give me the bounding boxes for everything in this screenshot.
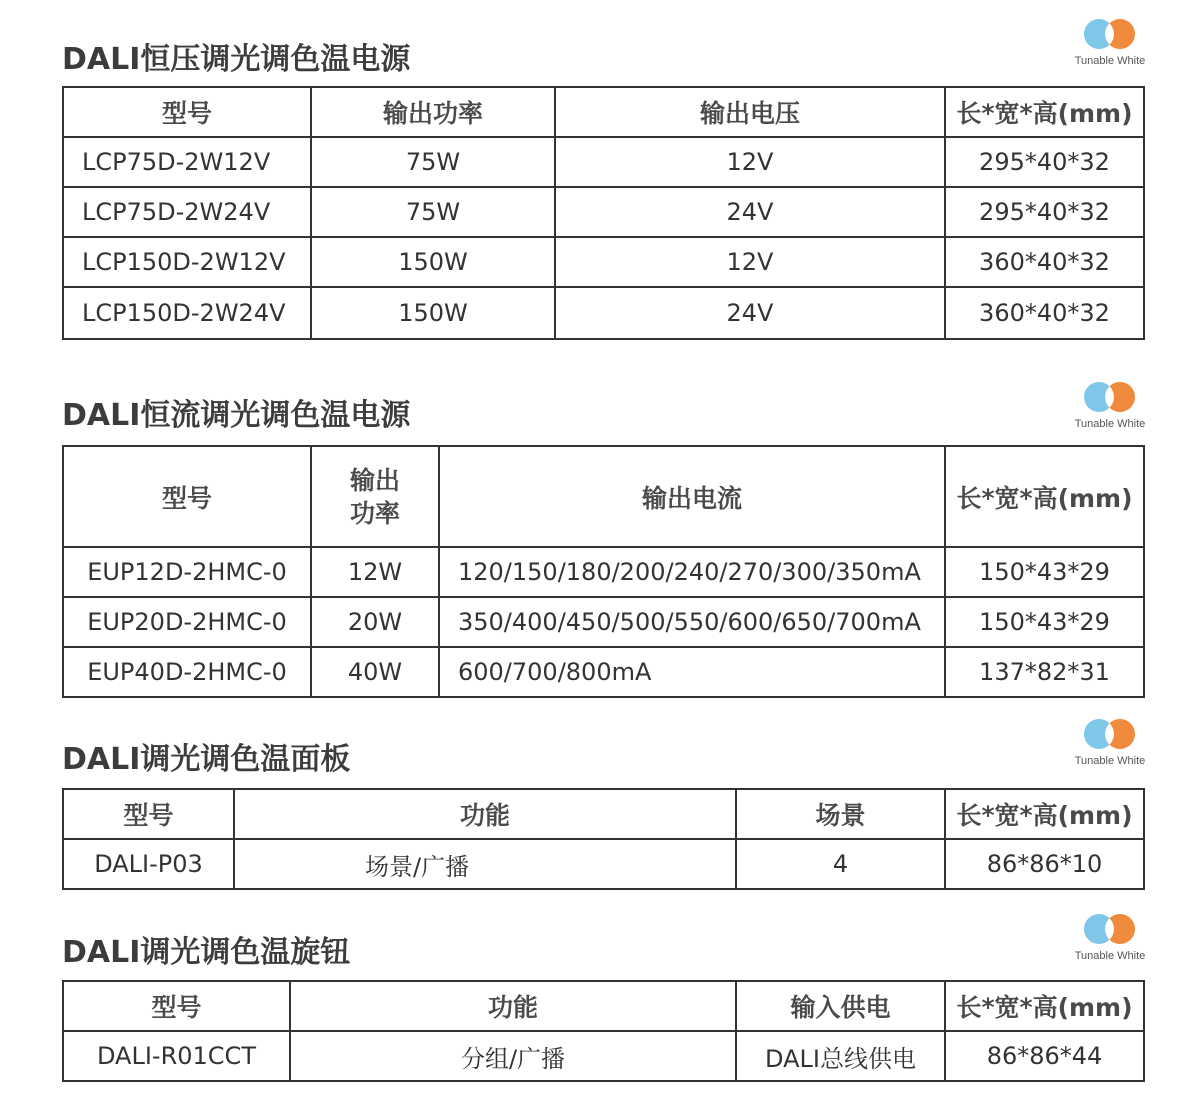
cell-model: LCP75D-2W12V [63, 137, 311, 187]
tunable-white-label: Tunable White [1074, 755, 1146, 767]
cell-input-power: DALI总线供电 [736, 1031, 945, 1081]
cell-model: DALI-R01CCT [63, 1031, 290, 1081]
cell-dimensions: 295*40*32 [945, 187, 1144, 237]
tunable-white-badge [1072, 16, 1148, 67]
cell-power: 40W [311, 647, 439, 697]
cell-function: 分组/广播 [290, 1031, 736, 1081]
tunable-white-icon [1080, 16, 1140, 52]
table-row [63, 287, 1144, 339]
header-model: 型号 [63, 789, 234, 839]
header-output-current: 输出电流 [439, 446, 945, 547]
header-function: 功能 [234, 789, 736, 839]
knob-table [62, 980, 1145, 1082]
cell-scene: 4 [736, 839, 945, 889]
constant-current-table [62, 445, 1145, 698]
cell-power: 150W [311, 287, 555, 339]
table-header-row [63, 789, 1144, 839]
tunable-white-icon [1080, 911, 1140, 947]
cell-power: 75W [311, 187, 555, 237]
section-title-panel: DALI调光调色温面板 [62, 742, 351, 777]
tunable-white-label: Tunable White [1074, 950, 1146, 962]
section-title-knob: DALI调光调色温旋钮 [62, 935, 351, 970]
table-row [63, 137, 1144, 187]
cell-model: LCP150D-2W24V [63, 287, 311, 339]
table-header-row [63, 87, 1144, 137]
tunable-white-badge [1072, 716, 1148, 767]
header-output-power: 输出功率 [311, 87, 555, 137]
tunable-white-badge [1072, 911, 1148, 962]
header-dimensions: 长*宽*高(mm) [945, 446, 1144, 547]
cell-power: 75W [311, 137, 555, 187]
cell-power: 150W [311, 237, 555, 287]
cell-voltage: 24V [555, 287, 945, 339]
cell-dimensions: 86*86*10 [945, 839, 1144, 889]
section-title-constant-voltage: DALI恒压调光调色温电源 [62, 42, 411, 77]
cell-dimensions: 86*86*44 [945, 1031, 1144, 1081]
cell-dimensions: 137*82*31 [945, 647, 1144, 697]
constant-voltage-table [62, 86, 1145, 340]
cell-model: LCP150D-2W12V [63, 237, 311, 287]
tunable-white-icon [1080, 716, 1140, 752]
cell-current: 600/700/800mA [439, 647, 945, 697]
cell-dimensions: 150*43*29 [945, 547, 1144, 597]
header-dimensions: 长*宽*高(mm) [945, 87, 1144, 137]
table-row [63, 187, 1144, 237]
header-output-voltage: 输出电压 [555, 87, 945, 137]
cell-power: 20W [311, 597, 439, 647]
cell-current: 350/400/450/500/550/600/650/700mA [439, 597, 945, 647]
cell-dimensions: 360*40*32 [945, 237, 1144, 287]
cell-voltage: 24V [555, 187, 945, 237]
header-scene: 场景 [736, 789, 945, 839]
cell-voltage: 12V [555, 137, 945, 187]
header-model: 型号 [63, 981, 290, 1031]
header-model: 型号 [63, 446, 311, 547]
tunable-white-label: Tunable White [1074, 418, 1146, 430]
panel-table [62, 788, 1145, 890]
table-row [63, 597, 1144, 647]
table-row [63, 839, 1144, 889]
table-row [63, 547, 1144, 597]
header-function: 功能 [290, 981, 736, 1031]
table-header-row [63, 446, 1144, 547]
table-header-row [63, 981, 1144, 1031]
cell-model: EUP12D-2HMC-0 [63, 547, 311, 597]
cell-current: 120/150/180/200/240/270/300/350mA [439, 547, 945, 597]
tunable-white-badge [1072, 379, 1148, 430]
header-output-power [311, 446, 439, 547]
table-row [63, 237, 1144, 287]
cell-function: 场景/广播 [234, 839, 736, 889]
cell-model: EUP40D-2HMC-0 [63, 647, 311, 697]
cell-dimensions: 295*40*32 [945, 137, 1144, 187]
table-row [63, 647, 1144, 697]
header-output-power-text: 输出 功率 [349, 465, 400, 528]
header-input-power: 输入供电 [736, 981, 945, 1031]
cell-voltage: 12V [555, 237, 945, 287]
header-model: 型号 [63, 87, 311, 137]
cell-model: LCP75D-2W24V [63, 187, 311, 237]
header-dimensions: 长*宽*高(mm) [945, 789, 1144, 839]
cell-dimensions: 150*43*29 [945, 597, 1144, 647]
table-row [63, 1031, 1144, 1081]
tunable-white-label: Tunable White [1074, 55, 1146, 67]
section-title-constant-current: DALI恒流调光调色温电源 [62, 398, 411, 433]
cell-model: EUP20D-2HMC-0 [63, 597, 311, 647]
cell-dimensions: 360*40*32 [945, 287, 1144, 339]
cell-power: 12W [311, 547, 439, 597]
header-dimensions: 长*宽*高(mm) [945, 981, 1144, 1031]
tunable-white-icon [1080, 379, 1140, 415]
cell-model: DALI-P03 [63, 839, 234, 889]
